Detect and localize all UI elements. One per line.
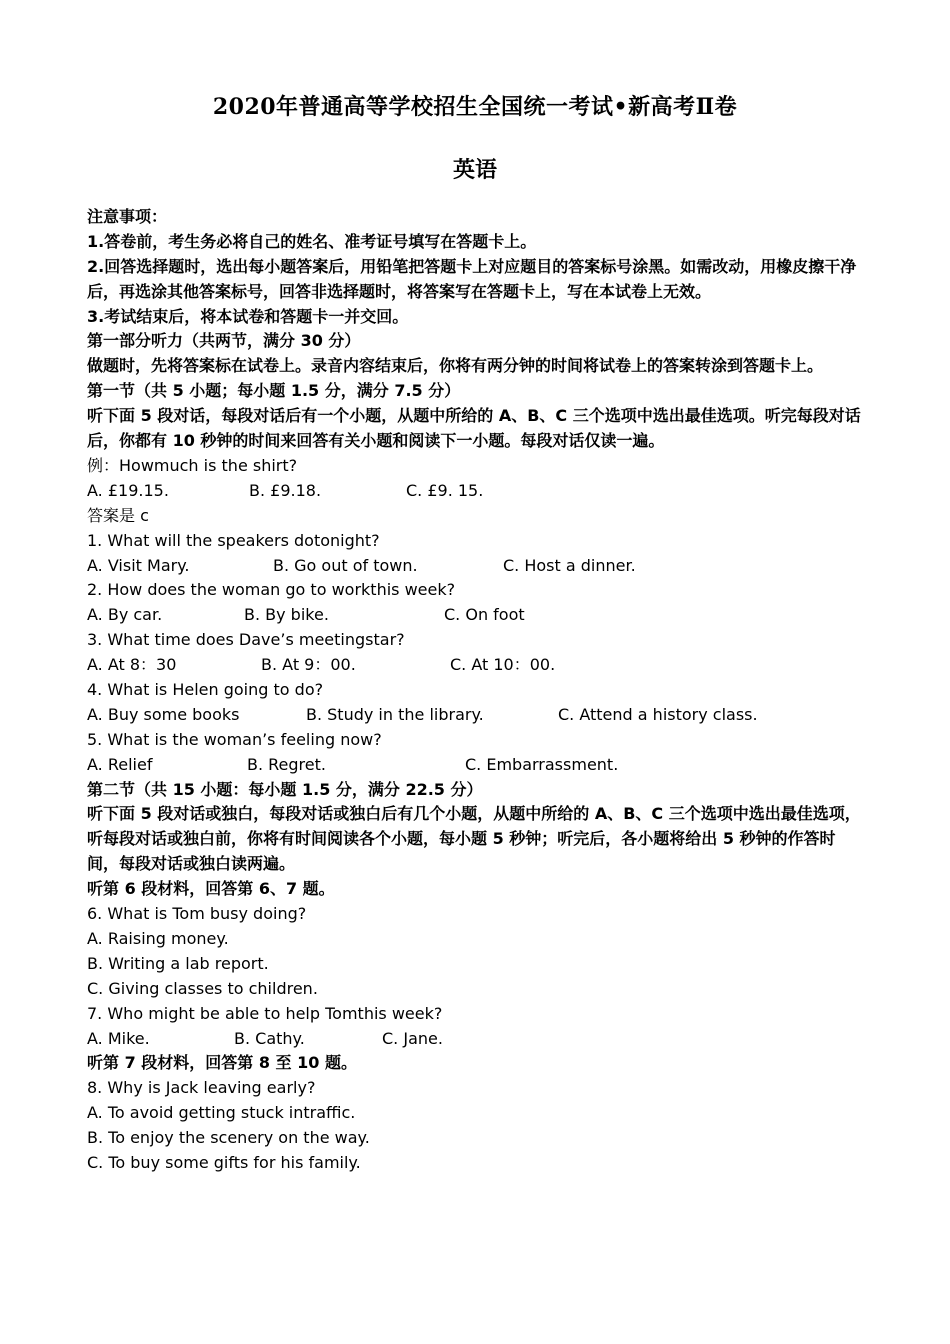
option-c: C. Attend a history class. — [558, 704, 758, 724]
option-a: A. £19.15. — [87, 480, 169, 500]
option-b: B. Study in the library. — [306, 704, 484, 724]
option-a: A. By car. — [87, 605, 163, 625]
question-1-options — [87, 554, 867, 579]
question-6-option-c: C. Giving classes to children. — [87, 978, 318, 998]
option-b: B. At 9：00. — [261, 655, 356, 675]
question-6-option-b: B. Writing a lab report. — [87, 953, 269, 973]
option-c: C. On foot — [444, 605, 525, 625]
option-c: C. Embarrassment. — [465, 754, 619, 774]
question-8-option-c: C. To buy some gifts for his family. — [87, 1152, 361, 1172]
question-3: 3. What time does Dave’s meetingstar? — [87, 630, 405, 650]
example-question: 例：Howmuch is the shirt? — [87, 455, 298, 475]
subject-title: 英语 — [452, 157, 497, 183]
option-b: B. By bike. — [244, 605, 329, 625]
question-5-options — [87, 753, 867, 778]
option-a: A. Relief — [87, 754, 153, 774]
exam-content — [87, 205, 867, 1176]
question-2-options — [87, 603, 867, 628]
exam-title: 2020年普通高等学校招生全国统一考试•新高考Ⅱ卷 — [212, 94, 738, 120]
section1-instructions: 听下面 5 段对话，每段对话后有一个小题，从题中所给的 A、B、C 三个选项中选出最佳选项。听完每段对话后，你都有 10 秒钟的时间来回答有关小题和阅读下一小题。每段对话仅读一遍。 — [87, 406, 861, 451]
option-a: A. Mike. — [87, 1028, 150, 1048]
option-a: A. Buy some books — [87, 704, 240, 724]
question-8: 8. Why is Jack leaving early? — [87, 1078, 316, 1098]
option-c: C. Host a dinner. — [503, 555, 636, 575]
option-c: C. At 10：00. — [450, 655, 556, 675]
question-2: 2. How does the woman go to workthis week? — [87, 580, 456, 600]
option-b: B. £9.18. — [249, 480, 322, 500]
section1-heading: 第一节（共 5 小题；每小题 1.5 分，满分 7.5 分） — [87, 381, 461, 401]
option-c: C. £9. 15. — [406, 480, 484, 500]
option-a: A. At 8：30 — [87, 655, 177, 675]
material-6-heading: 听第 6 段材料，回答第 6、7 题。 — [87, 879, 335, 899]
part1-heading: 第一部分听力（共两节，满分 30 分） — [87, 331, 361, 351]
notice-item-1: 1.答卷前，考生务必将自己的姓名、准考证号填写在答题卡上。 — [87, 231, 537, 251]
question-4: 4. What is Helen going to do? — [87, 680, 324, 699]
question-1: 1. What will the speakers dotonight? — [87, 530, 380, 550]
question-8-option-b: B. To enjoy the scenery on the way. — [87, 1128, 370, 1148]
question-4-options — [87, 703, 867, 728]
example-options — [87, 479, 867, 504]
section2-instructions: 听下面 5 段对话或独白，每段对话或独白后有几个小题，从题中所给的 A、B、C 三个选项中选出最佳选项，听每段对话或独白前，你将有时间阅读各个小题，每小题 5 秒钟；听完后，各小题将给出 5 秒钟的作答时间，每段对话或独白读两遍。 — [87, 804, 861, 874]
question-6: 6. What is Tom busy doing? — [87, 904, 307, 924]
example-answer: 答案是 c — [87, 505, 149, 525]
question-6-option-a: A. Raising money. — [87, 928, 229, 948]
notice-item-2: 2.回答选择题时，选出每小题答案后，用铅笔把答题卡上对应题目的答案标号涂黑。如需改动，用橡皮擦干净后，再选涂其他答案标号，回答非选择题时，将答案写在答题卡上，写在本试卷上无效。 — [87, 256, 857, 301]
notice-heading: 注意事项： — [87, 207, 168, 226]
question-7: 7. Who might be able to help Tomthis week? — [87, 1003, 443, 1023]
question-7-options — [87, 1027, 867, 1052]
question-3-options — [87, 653, 867, 678]
option-a: A. Visit Mary. — [87, 555, 190, 575]
material-7-heading: 听第 7 段材料，回答第 8 至 10 题。 — [87, 1053, 357, 1073]
part1-instructions: 做题时，先将答案标在试卷上。录音内容结束后，你将有两分钟的时间将试卷上的答案转涂到答题卡上。 — [87, 356, 824, 376]
question-8-option-a: A. To avoid getting stuck intraffic. — [87, 1103, 356, 1123]
section2-heading: 第二节（共 15 小题：每小题 1.5 分，满分 22.5 分） — [87, 779, 483, 799]
notice-item-3: 3.考试结束后，将本试卷和答题卡一并交回。 — [87, 306, 409, 326]
option-b: B. Go out of town. — [273, 555, 418, 575]
option-c: C. Jane. — [382, 1028, 443, 1048]
option-b: B. Regret. — [247, 754, 326, 774]
question-5: 5. What is the woman’s feeling now? — [87, 729, 382, 749]
option-b: B. Cathy. — [234, 1028, 305, 1048]
